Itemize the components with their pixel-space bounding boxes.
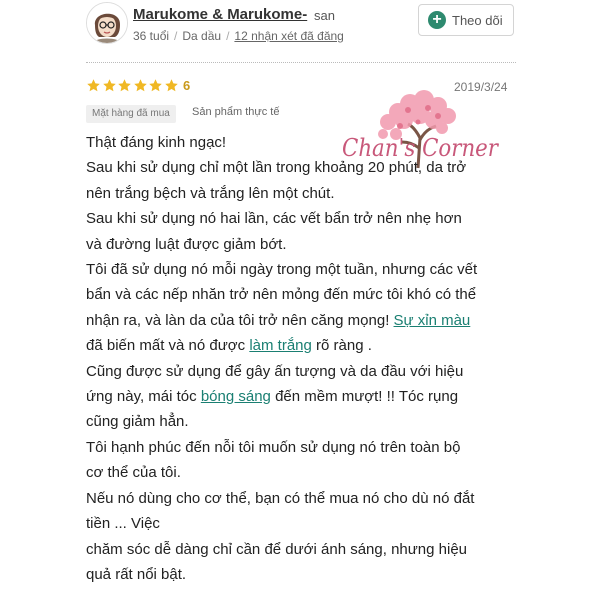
star-icon [102, 78, 117, 93]
star-icon [133, 78, 148, 93]
follow-label: Theo dõi [452, 12, 503, 28]
star-icon [86, 78, 101, 93]
watermark-text: Chan's Corner [342, 134, 500, 162]
review-text: đến mềm mượt! !! Tóc rụng [270, 388, 459, 406]
whitening-link[interactable]: làm trắng [249, 337, 312, 355]
review-line: cũng giảm hẳn. [86, 413, 189, 431]
review-text: ứng này, mái tóc [86, 388, 201, 406]
user-age: 36 tuổi [133, 29, 170, 43]
user-meta: 36 tuổi / Da dầu / 12 nhận xét đã đăng [133, 29, 344, 43]
review-date: 2019/3/24 [454, 80, 508, 94]
review-line: Tôi đã sử dụng nó mỗi ngày trong một tuần, nhưng các vết [86, 261, 478, 279]
user-review-count-link[interactable]: 12 nhận xét đã đăng [234, 29, 344, 43]
review-line: Sau khi sử dụng nó hai lần, các vết bẩn trở nên nhẹ hơn [86, 210, 462, 228]
review-body [86, 130, 518, 587]
star-icon [148, 78, 163, 93]
woman-with-glasses-avatar-icon [87, 3, 127, 43]
review-text: đã biến mất và nó được [86, 337, 250, 355]
review-line [86, 384, 518, 409]
review-line: Cũng được sử dụng để gây ấn tượng và da đầu với hiệu [86, 362, 464, 380]
divider [86, 62, 516, 63]
plus-circle-icon: + [428, 11, 446, 29]
rating-count: 6 [183, 78, 191, 93]
user-avatar[interactable] [86, 2, 128, 44]
review-line: Tôi hạnh phúc đến nỗi tôi muốn sử dụng nó trên toàn bộ [86, 438, 461, 456]
star-icon [117, 78, 132, 93]
purchased-badge: Mặt hàng đã mua [86, 105, 176, 123]
user-skin-type: Da dầu [182, 29, 222, 43]
rating-stars [86, 78, 190, 93]
review-line: chăm sóc dễ dàng chỉ cần để dưới ánh sáng, nhưng hiệu [86, 540, 468, 558]
review-line: tiền ... Việc [86, 515, 160, 533]
review-text: rõ ràng . [311, 337, 372, 355]
review-line [86, 308, 518, 333]
review-header [0, 0, 600, 60]
review-line: Nếu nó dùng cho cơ thể, bạn có thể mua nó cho dù nó đắt [86, 489, 475, 507]
star-icon [164, 78, 179, 93]
review-line: Sau khi sử dụng chỉ một lần trong khoảng 20 phút, da trở [86, 159, 467, 177]
review-line: cơ thể của tôi. [86, 464, 181, 482]
actual-product-label: Sản phẩm thực tế [192, 106, 280, 118]
review-text: nhận ra, và làn da của tôi trở nên căng mọng! [86, 311, 394, 329]
review-line: Thật đáng kinh ngạc! [86, 134, 227, 151]
review-line: nên trắng bệch và trắng lên một chút. [86, 184, 335, 202]
follow-button[interactable] [418, 4, 514, 36]
review-line [86, 333, 518, 358]
review-line: quả rất nổi bật. [86, 565, 187, 583]
user-honorific: san [314, 8, 335, 23]
review-line: và đường luật được giảm bớt. [86, 235, 287, 253]
user-name[interactable]: Marukome & Marukome- [133, 6, 308, 23]
shiny-hair-link[interactable]: bóng sáng [200, 388, 271, 406]
review-line: bẩn và các nếp nhăn trở nên mỏng đến mức tôi khó có thể [86, 286, 477, 304]
dullness-link[interactable]: Sự xỉn màu [393, 311, 471, 329]
